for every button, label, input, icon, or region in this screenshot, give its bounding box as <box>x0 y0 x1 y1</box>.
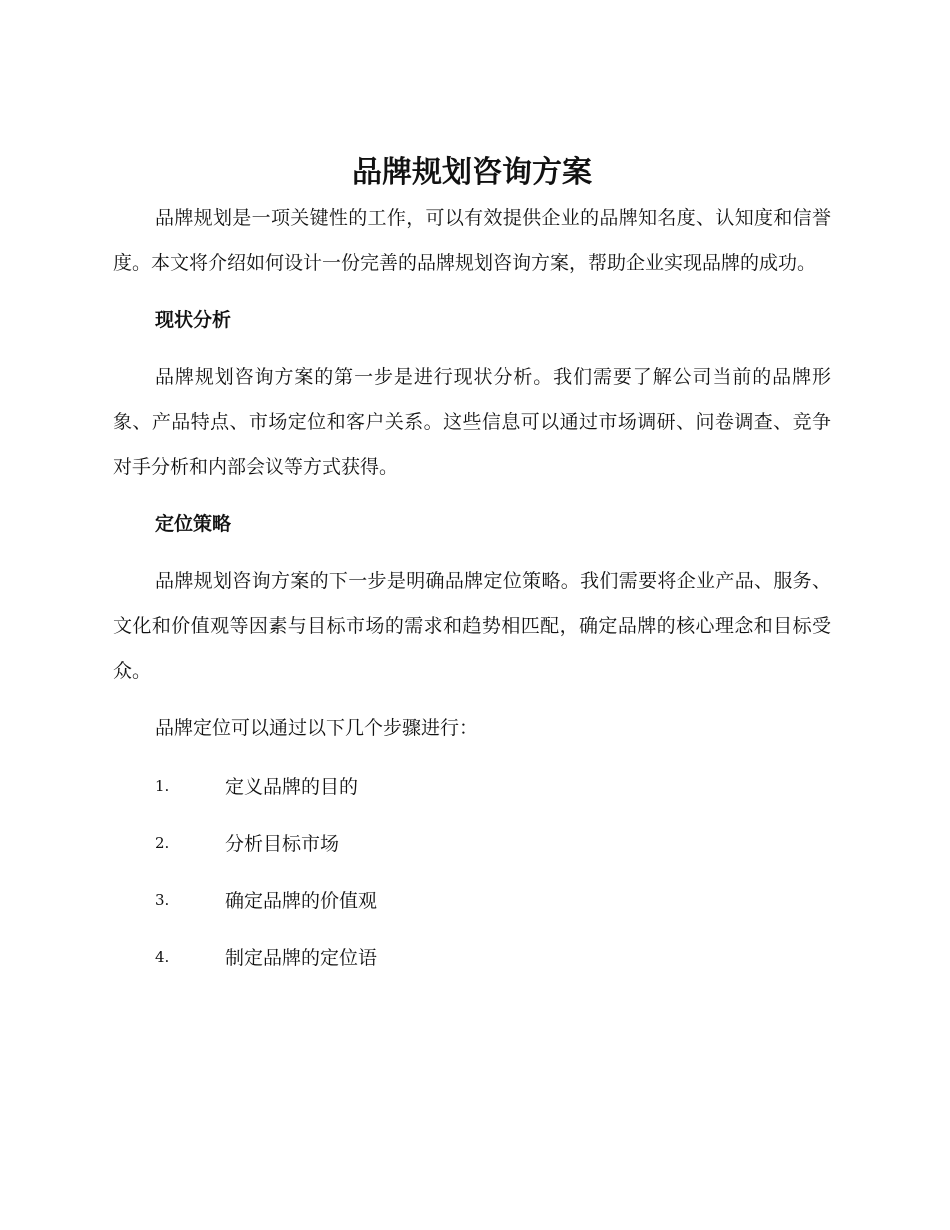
section-heading-positioning-strategy: 定位策略 <box>155 513 232 535</box>
list-item <box>113 877 831 922</box>
list-item-text: 分析目标市场 <box>225 833 340 855</box>
list-item <box>113 934 831 979</box>
status-analysis-paragraph: 品牌规划咨询方案的第一步是进行现状分析。我们需要了解公司当前的品牌形象、产品特点、市场定位和客户关系。这些信息可以通过市场调研、问卷调查、竞争对手分析和内部会议等方式获得。 <box>113 366 831 478</box>
positioning-steps-intro: 品牌定位可以通过以下几个步骤进行： <box>155 717 479 739</box>
intro-paragraph: 品牌规划是一项关键性的工作，可以有效提供企业的品牌知名度、认知度和信誉度。本文将介绍如何设计一份完善的品牌规划咨询方案，帮助企业实现品牌的成功。 <box>113 207 831 274</box>
positioning-steps-list <box>113 763 831 979</box>
document-page <box>113 150 831 991</box>
section-heading-status-analysis: 现状分析 <box>155 309 232 331</box>
list-item-number: 3. <box>155 890 170 909</box>
document-title: 品牌规划咨询方案 <box>352 155 592 190</box>
list-item-text: 确定品牌的价值观 <box>225 890 378 912</box>
list-item-text: 制定品牌的定位语 <box>225 947 378 969</box>
list-item-number: 1. <box>155 776 170 795</box>
list-item <box>113 820 831 865</box>
list-item-number: 2. <box>155 833 170 852</box>
list-item-text: 定义品牌的目的 <box>225 776 359 798</box>
list-item <box>113 763 831 808</box>
positioning-strategy-paragraph: 品牌规划咨询方案的下一步是明确品牌定位策略。我们需要将企业产品、服务、文化和价值观等因素与目标市场的需求和趋势相匹配，确定品牌的核心理念和目标受众。 <box>113 570 831 682</box>
list-item-number: 4. <box>155 947 170 966</box>
